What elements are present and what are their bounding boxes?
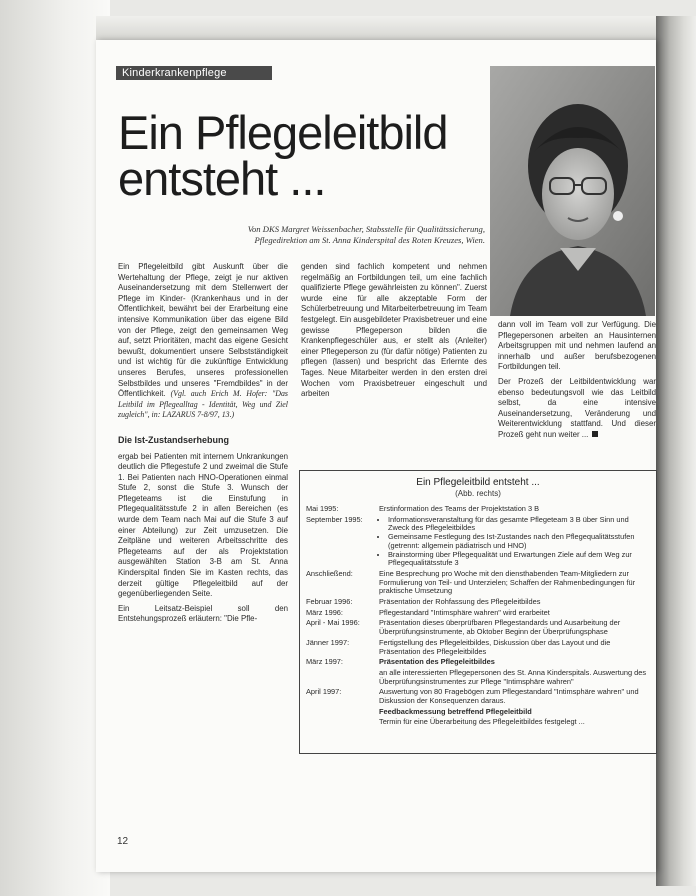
page-number: 12 — [117, 836, 129, 847]
paragraph: Ein Leitsatz-Beispiel soll den Entstehungsprozeß erläutern: "Die Pfle- — [118, 603, 288, 624]
timeline-date: März 1997: — [306, 657, 343, 667]
timeline-box-subtitle: (Abb. rechts) — [455, 489, 501, 498]
timeline-entry: Präsentation der Rohfassung des Pflegeleitbildes — [379, 597, 541, 607]
paragraph: genden sind fachlich kompetent und nehmen regelmäßig an Fortbildungen teil, um eine fachlich qualifizierte Pflege gewährleisten zu können". Zuerst wurde eine für alle akzeptable Form der Schülerbetreuung und Mitarbeiterbetreuung im Team festgelegt. Ein ausgebildeter Praxisbetreuer und eine gewisse Pflegeperson bilden die Krankenpflegeschüler aus, er stellt als (Anleiter) einer Pflegeperson zu (für dafür nötige) Patienten zu pflegen (lassen) und bespricht das Erlernte des Tages. Neue Mitarbeiter werden in den ersten drei Wochen vom Praxisbetreuer eingeschult und arbeiten — [301, 262, 487, 399]
timeline-date — [306, 718, 379, 727]
timeline-bullet-list — [379, 516, 650, 568]
headline-line-2: entsteht ... — [118, 152, 326, 205]
timeline-row — [300, 718, 656, 729]
reference-note: (Vgl. auch Erich M. Hofer: "Das Leitbild im Pflegealltag - Identität, Weg und Ziel zugleich", in: LAZARUS 7-8/97, 13.) — [118, 389, 288, 420]
timeline-bullet-item: • Brainstorming über Pflegequalität und Erwartungen Ziele auf dem Weg zur Pflegequalitätsstufe 3 — [388, 551, 650, 568]
timeline-date: Jänner 1997: — [306, 637, 350, 647]
scan-background — [0, 0, 110, 896]
timeline-row — [300, 688, 656, 707]
timeline-entry: Erstinformation des Teams der Projektstation 3 B — [379, 504, 540, 513]
paragraph — [118, 262, 288, 421]
timeline-row — [300, 669, 656, 688]
timeline-box — [299, 470, 657, 754]
timeline-entry: Präsentation des Pflegeleitbildes — [379, 657, 495, 667]
end-mark-icon — [592, 431, 598, 437]
timeline-date: Februar 1996: — [306, 597, 353, 607]
byline-line-2: Pflegedirektion am St. Anna Kinderspital des Roten Kreuzes, Wien. — [254, 235, 485, 245]
timeline-entry: Eine Besprechung pro Woche mit den diensthabenden Team-Mitgliedern zur Formulierung von Teil- und Unterzielen; Schaffen der Rahmenbedingungen für praktische Umsetzung — [379, 568, 636, 596]
timeline-date: April 1997: — [306, 687, 342, 697]
timeline-row — [300, 570, 656, 598]
timeline-date: September 1995: — [306, 514, 363, 524]
page-edge-right — [656, 16, 696, 886]
timeline-entry: Termin für eine Überarbeitung des Pflegeleitbildes festgelegt ... — [379, 717, 585, 727]
author-byline — [150, 224, 485, 246]
byline-line-1: Von DKS Margret Weissenbacher, Stabsstelle für Qualitätssicherung, — [247, 224, 485, 234]
timeline-row — [300, 639, 656, 658]
paragraph-text: Ein Pflegeleitbild gibt Auskunft über die Wertehaltung der Pflege, zeigt je nur aktiven Auseinandersetzung mit dem Stellenwert der Pflege im Kinder- (Krankenhaus und in der Öffentlichkeit, bewährt bei der Erarbeitung eine intensive Kommunikation über das eigene Bild von der Pflege, zeigt den gemeinsamen Weg auf, setzt Prioritäten, macht das eigene Gesicht bewußt, dokumentiert unsere Selbstständigkeit und ist wichtig für die zukünftige Entwicklung unseres Berufes, unseres professionellen Selbstbildes und unseres "Fremdbildes" in der Öffentlichkeit. — [118, 262, 288, 399]
paragraph-text: Der Prozeß der Leitbildentwicklung war ebenso bedeutungsvoll wie das Leitbild selbst, da eine intensive Auseinandersetzung, Veränderung und Weiterentwicklung stattfand. Und dieser Prozeß geht nun weiter ... — [498, 376, 656, 439]
page-edge-top — [96, 16, 696, 40]
timeline-entry: Fertigstellung des Pflegeleitbildes, Diskussion über das Layout und die Präsentation des Pflegeleitbildes — [379, 637, 611, 656]
timeline-rows — [300, 505, 656, 729]
timeline-date — [306, 708, 379, 717]
timeline-row — [300, 516, 656, 570]
timeline-date: April - Mai 1996: — [306, 618, 360, 628]
section-rubric: Kinderkrankenpflege — [116, 66, 272, 80]
timeline-entry: Auswertung von 80 Fragebögen zum Pflegestandard "Intimsphäre wahren" und Diskussion der Konsequenzen daraus. — [379, 687, 639, 706]
timeline-entry: an alle interessierten Pflegepersonen des St. Anna Kinderspitals. Auswertung des Überprüfungsinstrumentes zur Pflege "Intimsphäre wahren" — [379, 667, 647, 686]
text-column-1 — [118, 262, 288, 629]
timeline-entry — [379, 516, 650, 568]
timeline-entry: Pflegestandard "Intimsphäre wahren" wird erarbeitet — [379, 607, 550, 617]
paragraph — [498, 377, 656, 441]
timeline-box-title: Ein Pflegeleitbild entsteht ... — [416, 477, 540, 488]
author-photo — [490, 66, 655, 316]
timeline-date: Mai 1995: — [306, 504, 339, 513]
timeline-bullet-item: • Informationsveranstaltung für das gesamte Pflegeteam 3 B über Sinn und Zweck des Pflegeleitbildes — [388, 516, 650, 533]
paragraph: dann voll im Team voll zur Verfügung. Die Pflegepersonen arbeiten an Hausinternen Arbeitsgruppen mit und nehmen laufend an innerhalb und außer berufsbezogenen Fortbildungen teil. — [498, 320, 656, 372]
article-headline — [118, 106, 488, 205]
timeline-date: März 1996: — [306, 607, 343, 617]
text-column-3 — [498, 320, 656, 445]
timeline-date — [306, 669, 379, 686]
paragraph: ergab bei Patienten mit internem Unkrankungen deutlich die Pflegestufe 2 und zweimal die Stufe 1. Bei Patienten nach HNO-Operationen einmal Stufe 2, sonst die Stufe 3. Wunsch der Pflegeteams ist die Einstufung in Pflegequalitätsstufe 2 in allen Bereichen (es wurde dem Team nach Mai auf die Stufe 3 auf einer Abteilung) zur Zeit umzusetzen. Die Zeitpläne und weiteren Arbeitsschritte des Pflegeteams auf der als Projektstation ausgewählten Station 3-B am St. Anna Kinderspital finden Sie im Kasten rechts, das derzeit gültige Pflegeleitbild auf der gegenüberliegenden Seite. — [118, 451, 288, 599]
section-subheading: Die Ist-Zustandserhebung — [118, 434, 230, 445]
timeline-entry: Präsentation dieses überprüfbaren Pflegestandards und Ausarbeitung der Überprüfungsinstrumente, ab Oktober Beginn der Überprüfungsphase — [379, 618, 621, 637]
timeline-entry: Feedbackmessung betreffend Pflegeleitbild — [379, 706, 532, 716]
timeline-row — [300, 619, 656, 638]
timeline-date: Anschließend: — [306, 568, 353, 578]
headline-line-1: Ein Pflegeleitbild — [118, 106, 448, 159]
timeline-bullet-item: • Gemeinsame Festlegung des Ist-Zustandes nach den Pflegequalitätsstufen (getrennt: allgemein pädiatrisch und HNO) — [388, 533, 650, 550]
text-column-2 — [301, 262, 487, 404]
